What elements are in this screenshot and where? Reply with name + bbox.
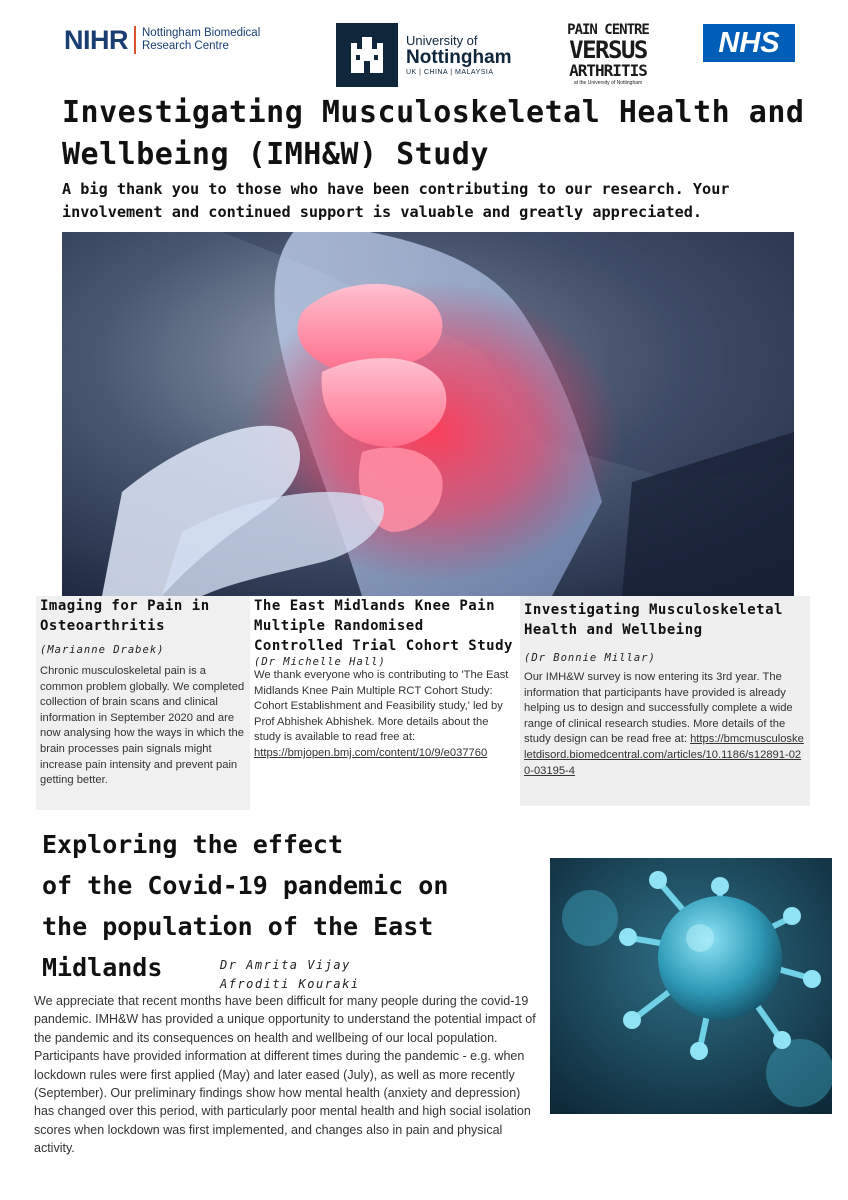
study-card-imaging [36, 596, 250, 810]
university-logo-text [406, 33, 512, 78]
study-card-body-text: We thank everyone who is contributing to 'The East Midlands Knee Pain Multiple RCT Cohort Study: Cohort Establishment and Feasibility study,' led by Prof Abhishek Abhishek. More details about the study is available to read free at: [254, 669, 509, 744]
pva-logo-line1: PAIN CENTRE [567, 22, 649, 38]
university-logo-line1: University of [406, 32, 478, 48]
study-card-author: (Marianne Drabek) [40, 644, 165, 656]
covid-author-1: Dr Amrita Vijay [220, 958, 351, 972]
nihr-logo-line2: Research Centre [142, 40, 229, 52]
university-logo-line3: UK | CHINA | MALAYSIA [406, 68, 494, 76]
nihr-logo-divider [134, 26, 136, 54]
study-card-body [524, 670, 806, 779]
nihr-logo [64, 22, 289, 58]
covid-author-2: Afroditi Kouraki [220, 977, 360, 991]
study-card-title: Investigating Musculoskeletal Health and Wellbeing [524, 602, 783, 638]
study-card-imhw [520, 596, 810, 806]
study-card-body-text: Our IMH&W survey is now entering its 3rd year. The information that participants have provided is already helping us to design and successfully complete a wide range of clinical research studies. More details of the study design can be read free at: [524, 671, 793, 746]
thank-you-message: A big thank you to those who have been contributing to our research. Your involvement and continued support is valuable and greatly appreciated. [62, 180, 730, 221]
nihr-logo-text [142, 27, 260, 53]
study-card-east-midlands-knee [250, 596, 520, 802]
page-title-line2: Wellbeing (IMH&W) Study [62, 137, 489, 172]
page-title-line1: Investigating Musculoskeletal Health and [62, 95, 805, 130]
covid-title-line2: of the Covid-19 pandemic on [42, 871, 449, 900]
covid-title-line3: the population of the East [42, 912, 434, 941]
pain-centre-versus-arthritis-logo [556, 22, 660, 94]
study-card-body [254, 668, 516, 762]
study-link[interactable]: https://bmcmusculoskeletdisord.biomedcentral.com/articles/10.1186/s12891-020-03195-4 [524, 733, 804, 777]
page-title [62, 92, 822, 176]
study-card-author: (Dr Michelle Hall) [254, 656, 386, 668]
coronavirus-illustration [550, 858, 832, 1114]
nihr-logo-mark: NIHR [64, 24, 128, 55]
covid-section-authors [220, 956, 360, 994]
nhs-logo-mark: NHS [718, 26, 780, 59]
covid-title-line4: Midlands [42, 953, 163, 982]
university-logo-line2: Nottingham [406, 46, 512, 68]
study-card-title: Imaging for Pain in Osteoarthritis [40, 598, 210, 634]
nhs-logo [703, 24, 795, 62]
nihr-logo-line1: Nottingham Biomedical [142, 27, 261, 39]
university-of-nottingham-logo [336, 22, 516, 88]
knee-pain-illustration [62, 232, 794, 596]
pva-logo-line2: VERSUS [569, 36, 647, 64]
university-shield-icon [336, 23, 398, 87]
pva-logo-line3: ARTHRITIS [569, 61, 647, 80]
pva-logo-line4: at the University of Nottingham [573, 80, 643, 86]
study-card-body: Chronic musculoskeletal pain is a common problem globally. We completed collection of brain scans and clinical information in September 2020 and are now analysing how the ways in which the brain processes pain signals might increase pain intensity and prevent pain getting better. [40, 665, 245, 787]
study-card-title: The East Midlands Knee Pain Multiple Randomised Controlled Trial Cohort Study [254, 598, 513, 654]
study-card-author: (Dr Bonnie Millar) [524, 652, 656, 664]
covid-section-body: We appreciate that recent months have been difficult for many people during the covid-19 pandemic. IMH&W has provided a unique opportunity to understand the potential impact of the pandemic and its consequences on health and wellbeing of our local population. Participants have provided information at different times during the pandemic - e.g. when lockdown rules were first applied (May) and later eased (July), as well as more recently (September). Our preliminary findings show how mental health (anxiety and depression) has changed over this period, with particularly poor mental health and high social isolation scores when lockdown was first implemented, and changes also in pain and physical activity. [34, 994, 536, 1156]
covid-title-line1: Exploring the effect [42, 830, 344, 859]
study-link[interactable]: https://bmjopen.bmj.com/content/10/9/e037760 [254, 746, 488, 759]
